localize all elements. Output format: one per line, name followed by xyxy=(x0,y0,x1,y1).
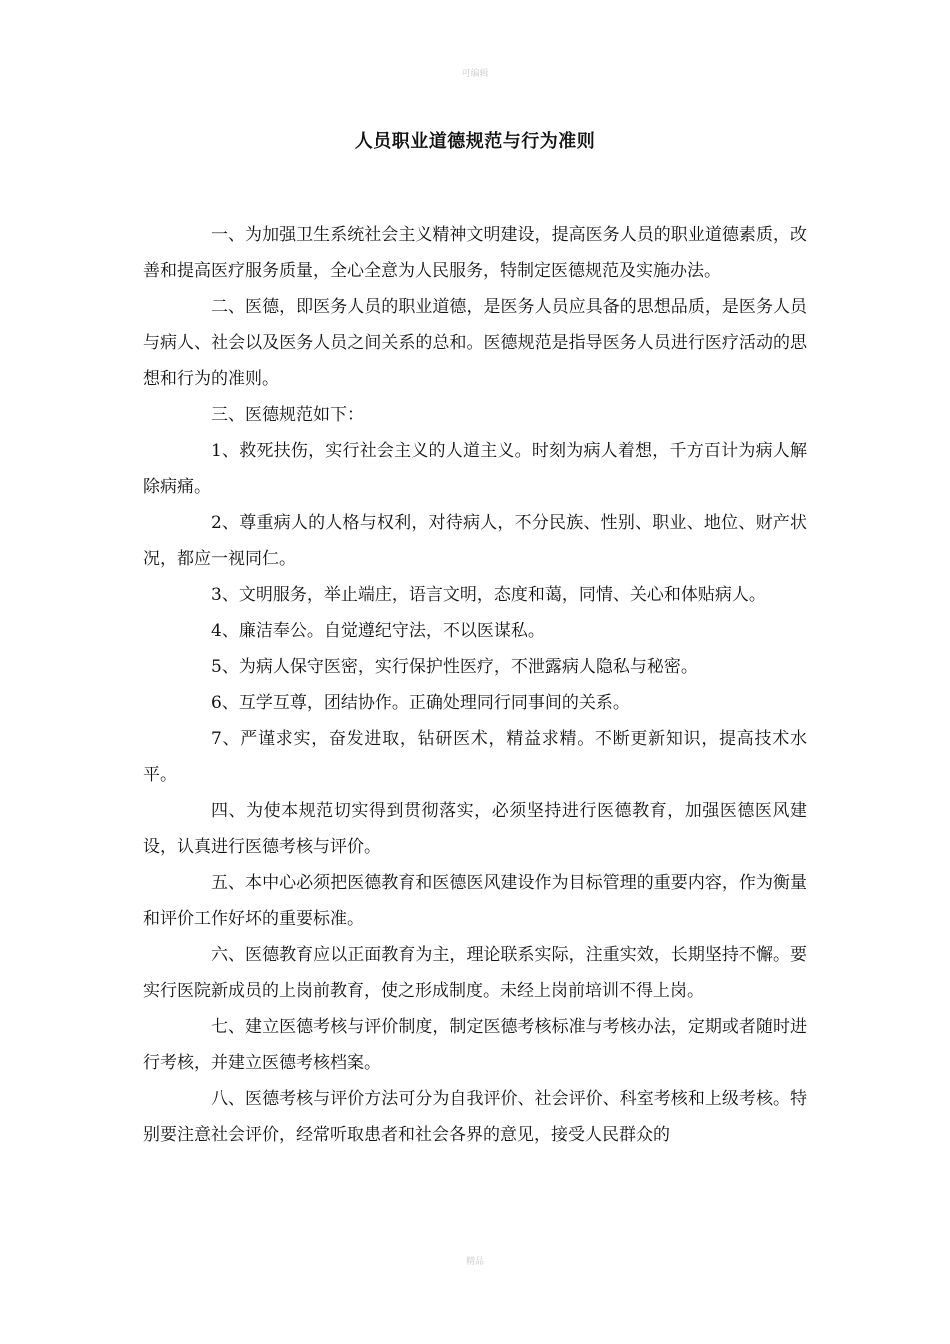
rule-item-7: 7、严谨求实，奋发进取，钻研医术，精益求精。不断更新知识，提高技术水平。 xyxy=(143,729,807,785)
rule-item-2: 2、尊重病人的人格与权利，对待病人，不分民族、性别、职业、地位、财产状况，都应一视同仁。 xyxy=(143,513,807,569)
document-body xyxy=(143,217,807,1153)
paragraph-3: 三、医德规范如下： xyxy=(211,405,364,425)
paragraph-2: 二、医德，即医务人员的职业道德，是医务人员应具备的思想品质，是医务人员与病人、社会以及医务人员之间关系的总和。医德规范是指导医务人员进行医疗活动的思想和行为的准则。 xyxy=(143,297,807,389)
header-watermark: 可编辑 xyxy=(461,69,489,79)
paragraph-4: 四、为使本规范切实得到贯彻落实，必须坚持进行医德教育，加强医德医风建设，认真进行医德考核与评价。 xyxy=(143,801,807,857)
rule-item-1: 1、救死扶伤，实行社会主义的人道主义。时刻为病人着想，千方百计为病人解除病痛。 xyxy=(143,441,807,497)
footer-watermark: 精品 xyxy=(465,1257,484,1267)
paragraph-6: 六、医德教育应以正面教育为主，理论联系实际，注重实效，长期坚持不懈。要实行医院新成员的上岗前教育，使之形成制度。未经上岗前培训不得上岗。 xyxy=(143,945,807,1001)
paragraph-5: 五、本中心必须把医德教育和医德医风建设作为目标管理的重要内容，作为衡量和评价工作好坏的重要标准。 xyxy=(143,873,807,929)
paragraph-1: 一、为加强卫生系统社会主义精神文明建设，提高医务人员的职业道德素质，改善和提高医疗服务质量，全心全意为人民服务，特制定医德规范及实施办法。 xyxy=(143,225,807,281)
rule-item-5: 5、为病人保守医密，实行保护性医疗，不泄露病人隐私与秘密。 xyxy=(211,657,698,677)
rule-item-6: 6、互学互尊，团结协作。正确处理同行同事间的关系。 xyxy=(211,693,630,713)
rule-item-4: 4、廉洁奉公。自觉遵纪守法，不以医谋私。 xyxy=(211,621,545,641)
rule-item-3: 3、文明服务，举止端庄，语言文明，态度和蔼，同情、关心和体贴病人。 xyxy=(211,585,766,605)
paragraph-8: 八、医德考核与评价方法可分为自我评价、社会评价、科室考核和上级考核。特别要注意社会评价，经常听取患者和社会各界的意见，接受人民群众的 xyxy=(143,1089,807,1145)
document-title: 人员职业道德规范与行为准则 xyxy=(354,131,596,152)
paragraph-7: 七、建立医德考核与评价制度，制定医德考核标准与考核办法，定期或者随时进行考核，并建立医德考核档案。 xyxy=(143,1017,807,1073)
